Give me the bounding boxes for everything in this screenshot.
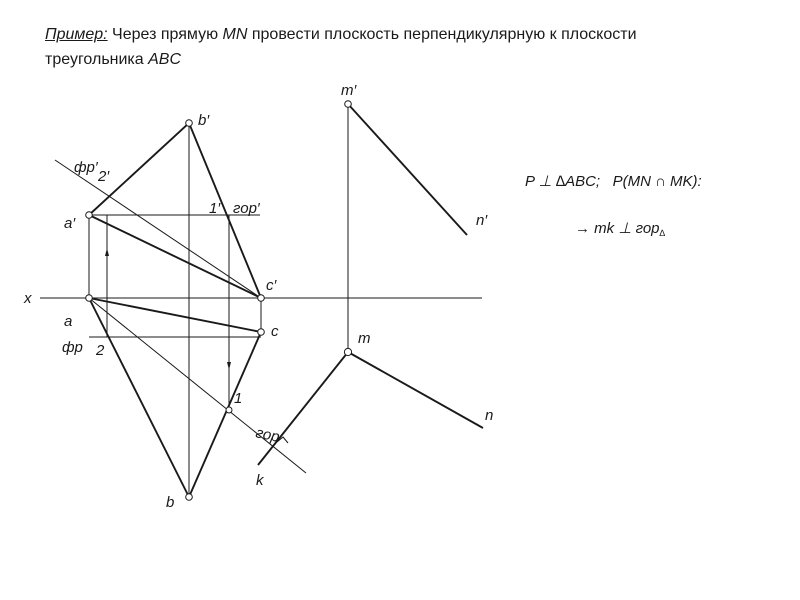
point-c <box>258 329 265 336</box>
line-name: MN <box>222 26 248 43</box>
point-a <box>86 295 93 302</box>
label-1: 1 <box>234 390 243 407</box>
arrow-up-head <box>105 248 109 256</box>
edge-a-c <box>89 298 261 332</box>
point-b-prime <box>186 120 193 127</box>
edge-a-b <box>89 298 189 497</box>
label-1-prime: 1′ <box>209 200 221 217</box>
statement-text-1: Через прямую <box>107 26 223 43</box>
label-a-prime: a′ <box>64 215 76 232</box>
edge-a-prime-c-prime <box>89 215 261 298</box>
formula-mk: MK): <box>670 173 702 190</box>
formula-gor: гор <box>635 220 660 237</box>
line-m-k <box>258 352 348 465</box>
label-fr: фр <box>62 339 83 356</box>
label-2: 2 <box>96 342 105 359</box>
formula-pmn: P(MN <box>612 173 651 190</box>
arrow-down-head <box>227 362 231 370</box>
point-m-prime <box>345 101 352 108</box>
label-m: m <box>358 330 371 347</box>
label-gor-prime: гор′ <box>233 200 260 217</box>
intersection-symbol: ∩ <box>655 173 666 190</box>
delta-symbol: ∆ <box>555 173 566 190</box>
line-m-prime-n-prime <box>348 104 467 235</box>
formula-condition <box>525 172 702 190</box>
triangle-name: ABC <box>148 51 182 68</box>
perp-symbol-2: ⊥ <box>618 220 632 237</box>
point-m <box>344 348 351 355</box>
perp-symbol: ⊥ <box>538 173 552 190</box>
formula-gap <box>600 173 613 190</box>
delta-subscript: ∆ <box>659 228 666 238</box>
label-x-axis: x <box>24 290 32 307</box>
label-a: a <box>64 313 73 330</box>
label-b-prime: b′ <box>198 112 210 129</box>
point-1 <box>226 407 232 413</box>
label-k: k <box>256 472 264 489</box>
formula-result <box>575 219 665 238</box>
label-m-prime: m′ <box>341 82 357 99</box>
point-a-prime <box>86 212 93 219</box>
formula-mk-result: mk <box>594 220 615 237</box>
label-b: b <box>166 494 175 511</box>
label-gor: гор <box>254 424 282 446</box>
point-c-prime <box>258 295 265 302</box>
point-b <box>186 494 193 501</box>
line-m-n <box>348 352 483 428</box>
statement-text-2: провести плоскость перпендикулярную к плоскости треугольника <box>45 26 637 68</box>
label-c-prime: c′ <box>266 277 277 294</box>
edge-b-c <box>189 332 261 497</box>
arrow-icon: → <box>575 220 590 237</box>
label-n-prime: n′ <box>476 212 488 229</box>
frontal-line-front <box>55 160 261 298</box>
formula-abc: ABC; <box>565 173 601 190</box>
label-2-prime: 2′ <box>98 168 110 185</box>
label-fr-prime: фр′ <box>74 159 98 176</box>
label-n: n <box>485 407 494 424</box>
label-c: c <box>271 323 279 340</box>
formula-p: P <box>525 173 535 190</box>
example-label: Пример: <box>45 26 108 43</box>
